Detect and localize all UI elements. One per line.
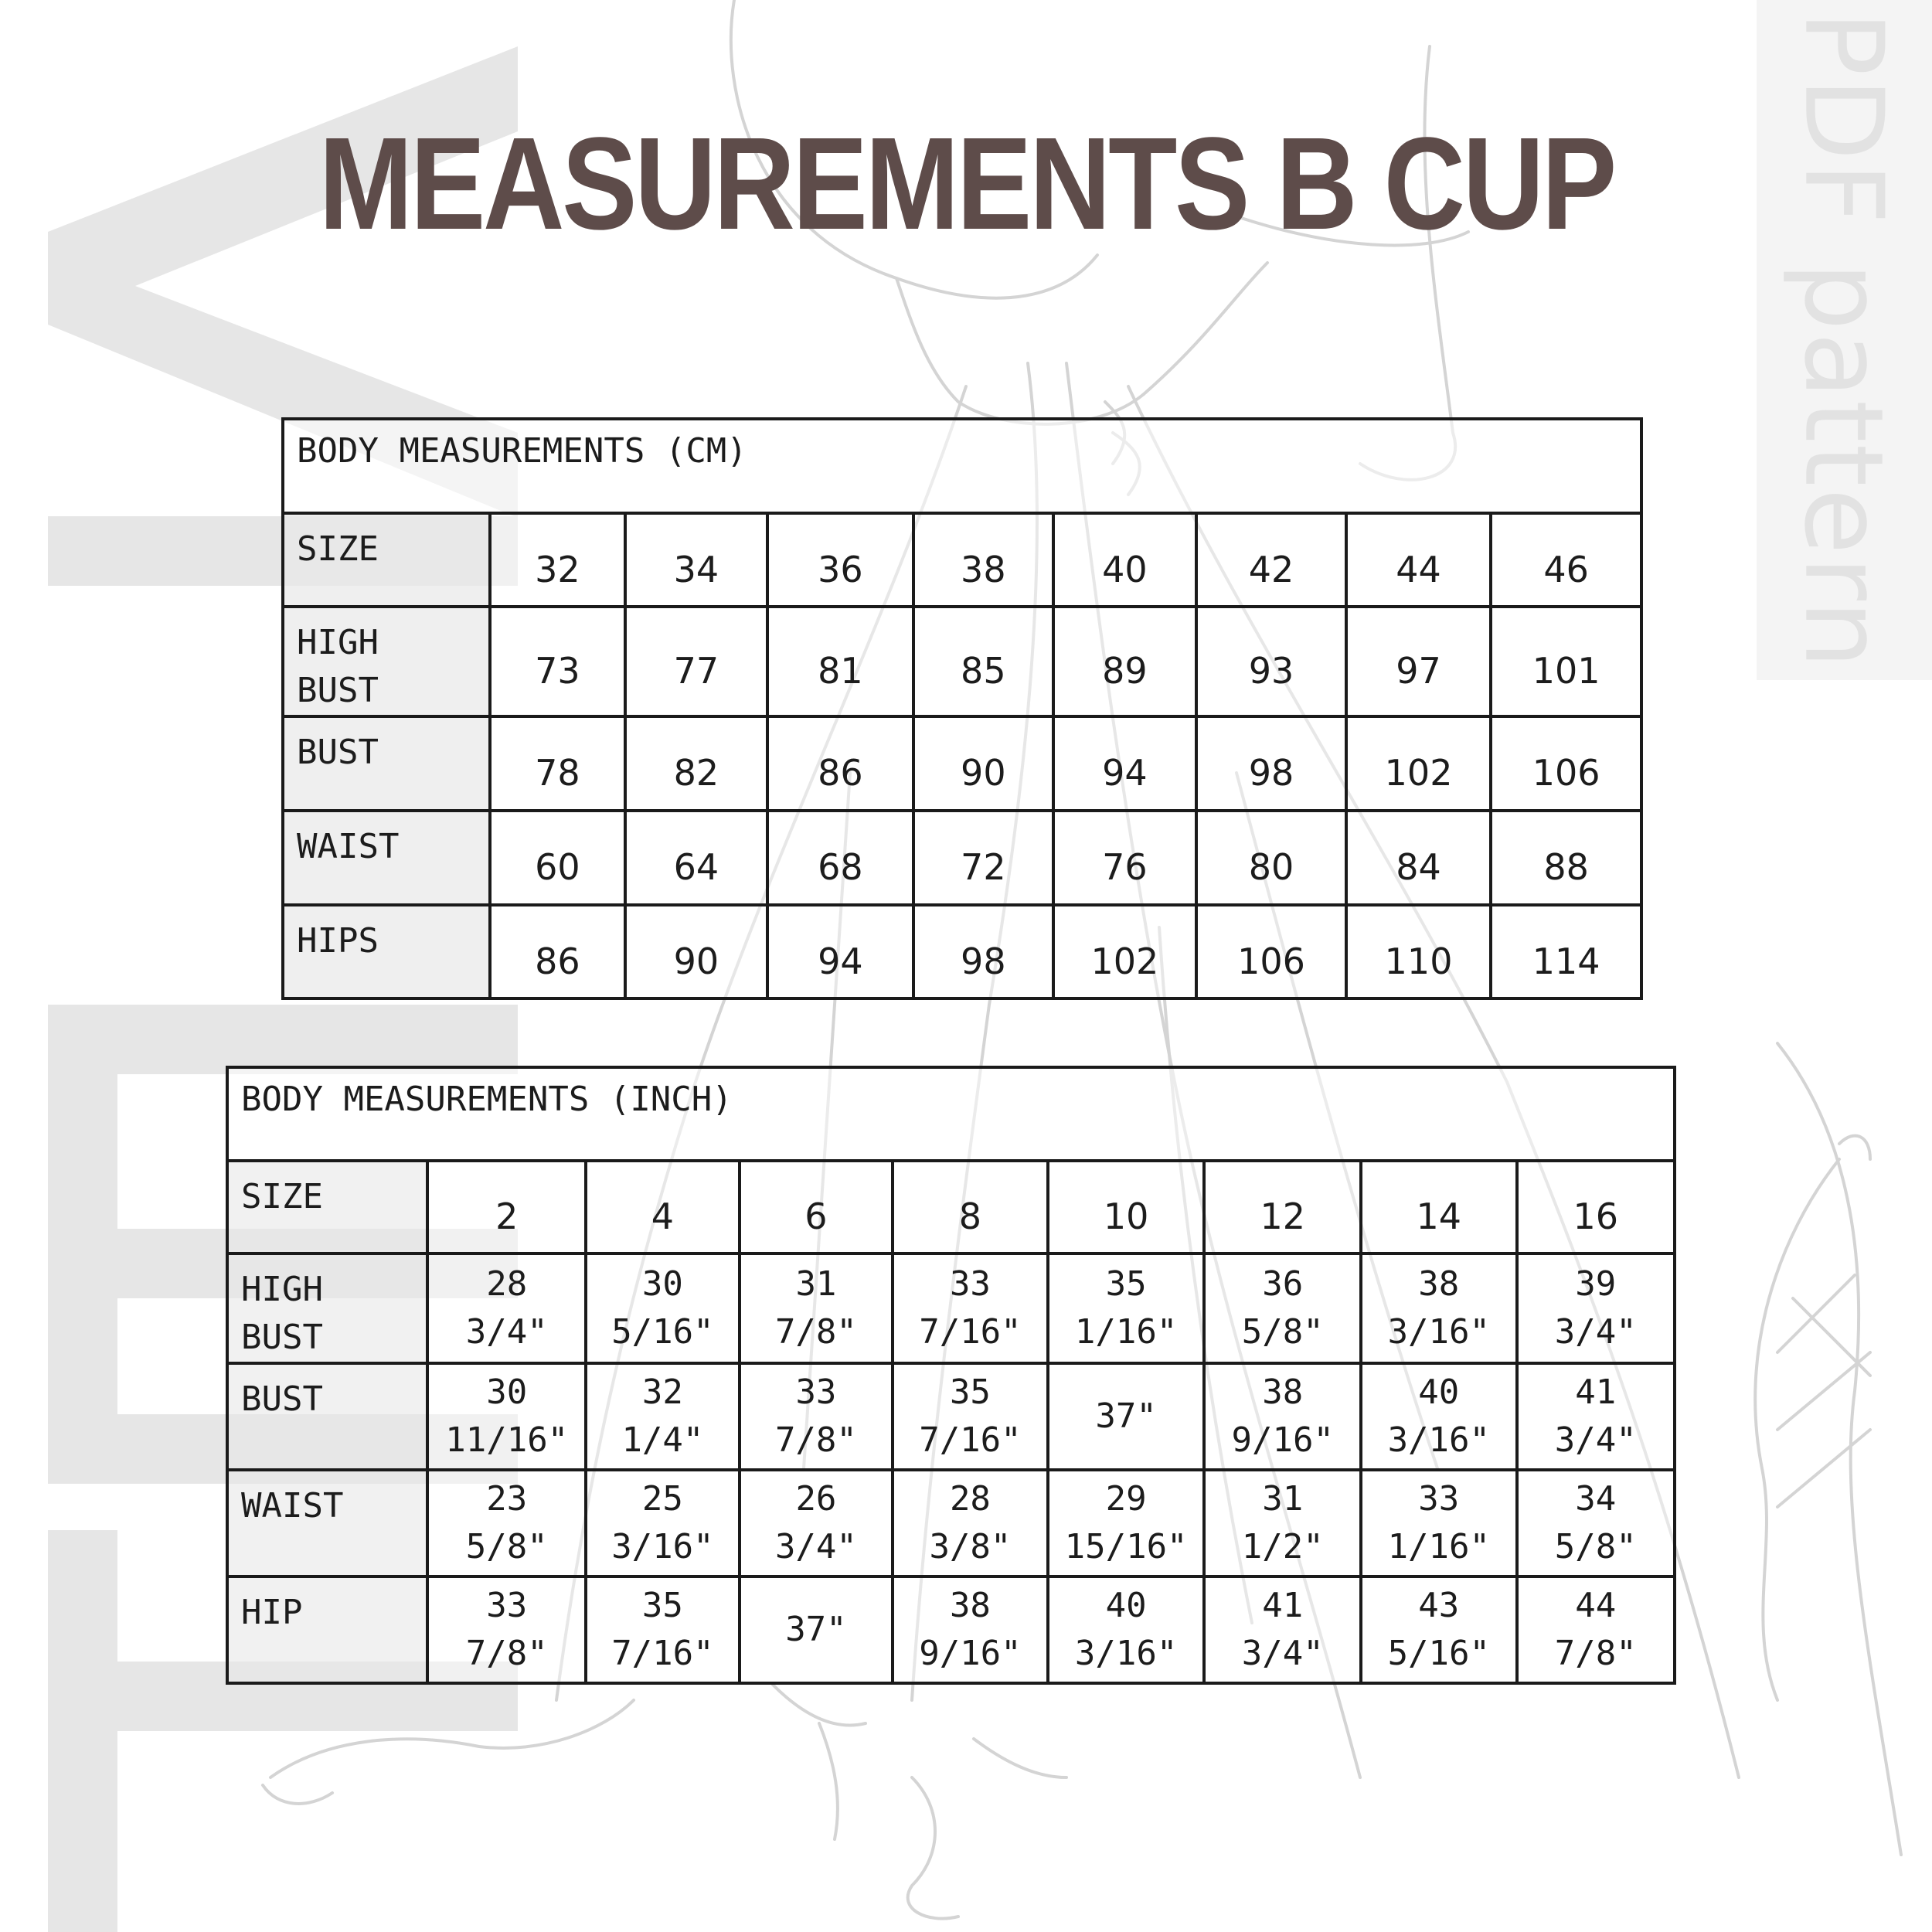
- cell-value: 33: [1418, 1479, 1460, 1519]
- cell-value: 114: [1532, 940, 1600, 982]
- cell-value: 35: [949, 1372, 991, 1412]
- cell-value: 35: [641, 1586, 683, 1625]
- measurement-cell: [427, 1253, 586, 1363]
- measurement-cell: [427, 1363, 586, 1470]
- cell-value: 82: [673, 752, 719, 794]
- measurement-cell: [740, 1363, 893, 1470]
- row-label: [283, 811, 490, 905]
- measurement-cell: [913, 811, 1053, 905]
- cell-value: 98: [1248, 752, 1294, 794]
- cell-value: 33: [795, 1372, 837, 1412]
- row-label-line: BUST: [241, 1318, 323, 1357]
- cell-value: 34: [1575, 1479, 1617, 1519]
- measurement-cell: [1491, 607, 1641, 716]
- cell-value: 90: [673, 940, 719, 982]
- size-cell: [1196, 513, 1346, 607]
- cell-value: 7/16": [919, 1420, 1022, 1460]
- measurement-cell: [586, 1470, 740, 1577]
- measurement-cell: [1491, 811, 1641, 905]
- cell-value: 28: [949, 1479, 991, 1519]
- cell-value: 64: [673, 846, 719, 888]
- cell-value: 29: [1105, 1479, 1147, 1519]
- row-label-line: HIGH: [241, 1270, 323, 1309]
- measurement-cell: [1048, 1470, 1205, 1577]
- size-cell: [1048, 1161, 1205, 1253]
- row-label-line: BUST: [297, 733, 379, 772]
- measurement-cell: [1361, 1253, 1517, 1363]
- cell-value: 38: [1418, 1264, 1460, 1304]
- measurement-cell: [490, 607, 626, 716]
- row-label: [283, 513, 490, 607]
- measurement-cell: [490, 811, 626, 905]
- measurement-cell: [586, 1577, 740, 1683]
- cell-value: 93: [1248, 650, 1294, 692]
- cell-value: 72: [961, 846, 1006, 888]
- measurement-cell: [1053, 716, 1197, 811]
- cell-value: 34: [673, 548, 719, 590]
- table-row: [227, 1577, 1675, 1683]
- cell-value: 12: [1260, 1196, 1305, 1237]
- cell-value: 43: [1418, 1586, 1460, 1625]
- measurement-cell: [1346, 716, 1492, 811]
- size-cell: [586, 1161, 740, 1253]
- cell-value: 3/4": [1554, 1312, 1637, 1352]
- measurement-cell: [1346, 905, 1492, 998]
- row-label-line: SIZE: [297, 529, 379, 569]
- size-cell: [1204, 1161, 1361, 1253]
- cell-value: 44: [1396, 548, 1441, 590]
- cell-value: 44: [1575, 1586, 1617, 1625]
- cell-value: 90: [961, 752, 1006, 794]
- cell-value: 2: [495, 1196, 519, 1237]
- measurement-cell: [1204, 1253, 1361, 1363]
- row-label-line: SIZE: [241, 1177, 323, 1216]
- table-row: [227, 1253, 1675, 1363]
- measurement-cell: [893, 1363, 1048, 1470]
- cell-value: 7/8": [774, 1312, 857, 1352]
- size-cell: [740, 1161, 893, 1253]
- cell-value: 30: [641, 1264, 683, 1304]
- cell-value: 1/16": [1074, 1312, 1178, 1352]
- measurement-cell: [913, 607, 1053, 716]
- cell-value: 39: [1575, 1264, 1617, 1304]
- cell-value: 102: [1384, 752, 1453, 794]
- cell-value: 38: [961, 548, 1006, 590]
- cell-value: 5/16": [611, 1312, 714, 1352]
- cell-value: 37": [785, 1610, 847, 1649]
- table-caption: BODY MEASUREMENTS (CM): [283, 419, 1641, 513]
- row-label: [227, 1363, 427, 1470]
- measurement-cell: [1204, 1577, 1361, 1683]
- size-cell: [893, 1161, 1048, 1253]
- cell-value: 10: [1103, 1196, 1149, 1237]
- measurement-cell: [625, 607, 767, 716]
- cell-value: 7/16": [919, 1312, 1022, 1352]
- measurement-cell: [1361, 1577, 1517, 1683]
- measurement-cell: [625, 811, 767, 905]
- cell-value: 7/16": [611, 1634, 714, 1673]
- cell-value: 38: [949, 1586, 991, 1625]
- size-cell: [490, 513, 626, 607]
- cell-value: 28: [486, 1264, 528, 1304]
- measurement-cell: [427, 1577, 586, 1683]
- cell-value: 3/16": [1387, 1312, 1491, 1352]
- cell-value: 31: [1262, 1479, 1304, 1519]
- measurement-cell: [1361, 1470, 1517, 1577]
- cell-value: 101: [1532, 650, 1600, 692]
- cell-value: 97: [1396, 650, 1441, 692]
- measurement-cell: [1517, 1470, 1675, 1577]
- cell-value: 41: [1575, 1372, 1617, 1412]
- row-label-line: WAIST: [297, 827, 400, 866]
- measurement-cell: [490, 716, 626, 811]
- size-cell: [1053, 513, 1197, 607]
- cell-value: 76: [1102, 846, 1148, 888]
- inch-measurements-table: [226, 1066, 1676, 1685]
- table-row: [283, 716, 1641, 811]
- measurement-cell: [913, 716, 1053, 811]
- cell-value: 78: [535, 752, 580, 794]
- cell-value: 35: [1105, 1264, 1147, 1304]
- table-row: [283, 905, 1641, 998]
- measurement-cell: [1204, 1470, 1361, 1577]
- measurement-cell: [490, 905, 626, 998]
- cell-value: 32: [535, 548, 580, 590]
- size-cell: [625, 513, 767, 607]
- cell-value: 3/16": [611, 1527, 714, 1566]
- cell-value: 86: [535, 940, 580, 982]
- measurement-cell: [1048, 1253, 1205, 1363]
- measurement-cell: [893, 1470, 1048, 1577]
- cell-value: 3/4": [774, 1527, 857, 1566]
- cell-value: 5/16": [1387, 1634, 1491, 1673]
- row-label-line: HIPS: [297, 921, 379, 961]
- cell-value: 81: [818, 650, 863, 692]
- measurement-cell: [1053, 607, 1197, 716]
- measurement-cell: [1204, 1363, 1361, 1470]
- row-label-line: BUST: [297, 671, 379, 710]
- row-label-line: BUST: [241, 1379, 323, 1419]
- cell-value: 14: [1416, 1196, 1462, 1237]
- pdf-pattern-label: PDF pattern: [1780, 10, 1906, 670]
- cell-value: 86: [818, 752, 863, 794]
- cell-value: 40: [1418, 1372, 1460, 1412]
- measurement-cell: [1361, 1363, 1517, 1470]
- cell-value: 5/8": [465, 1527, 548, 1566]
- cm-measurements-table: [281, 417, 1643, 1000]
- measurement-cell: [740, 1470, 893, 1577]
- size-cell: [1491, 513, 1641, 607]
- cell-value: 38: [1262, 1372, 1304, 1412]
- cell-value: 15/16": [1064, 1527, 1188, 1566]
- cell-value: 3/4": [465, 1312, 548, 1352]
- measurement-cell: [1048, 1577, 1205, 1683]
- row-label: [283, 607, 490, 716]
- measurement-cell: [893, 1253, 1048, 1363]
- measurement-cell: [767, 811, 913, 905]
- measurement-cell: [625, 716, 767, 811]
- table-row: [283, 811, 1641, 905]
- cell-value: 89: [1102, 650, 1148, 692]
- cell-value: 11/16": [445, 1420, 569, 1460]
- size-cell: [767, 513, 913, 607]
- measurement-cell: [740, 1577, 893, 1683]
- measurement-cell: [586, 1253, 740, 1363]
- row-label-line: WAIST: [241, 1486, 344, 1526]
- table-row: [227, 1470, 1675, 1577]
- table-row: [283, 607, 1641, 716]
- cell-value: 88: [1543, 846, 1589, 888]
- measurement-cell: [1048, 1363, 1205, 1470]
- measurement-cell: [1053, 811, 1197, 905]
- measurement-cell: [1346, 811, 1492, 905]
- measurement-cell: [1346, 607, 1492, 716]
- measurement-cell: [625, 905, 767, 998]
- cell-value: 3/8": [929, 1527, 1012, 1566]
- cell-value: 26: [795, 1479, 837, 1519]
- measurement-cell: [767, 607, 913, 716]
- row-label-line: HIP: [241, 1593, 303, 1632]
- row-label: [227, 1253, 427, 1363]
- size-cell: [913, 513, 1053, 607]
- cell-value: 36: [818, 548, 863, 590]
- measurement-cell: [1053, 905, 1197, 998]
- cell-value: 3/4": [1241, 1634, 1324, 1673]
- size-cell: [427, 1161, 586, 1253]
- cell-value: 102: [1090, 940, 1159, 982]
- cell-value: 40: [1102, 548, 1148, 590]
- measurement-cell: [767, 716, 913, 811]
- cell-value: 3/4": [1554, 1420, 1637, 1460]
- cell-value: 94: [1102, 752, 1148, 794]
- cell-value: 23: [486, 1479, 528, 1519]
- cell-value: 32: [641, 1372, 683, 1412]
- cell-value: 85: [961, 650, 1006, 692]
- cell-value: 6: [804, 1196, 828, 1237]
- row-label: [227, 1470, 427, 1577]
- row-label: [227, 1161, 427, 1253]
- row-label: [283, 905, 490, 998]
- cell-value: 41: [1262, 1586, 1304, 1625]
- cell-value: 9/16": [1231, 1420, 1334, 1460]
- row-label: [227, 1577, 427, 1683]
- cell-value: 42: [1248, 548, 1294, 590]
- cell-value: 73: [535, 650, 580, 692]
- measurement-cell: [427, 1470, 586, 1577]
- page-title: MEASUREMENTS B CUP: [318, 111, 1614, 257]
- cell-value: 7/8": [465, 1634, 548, 1673]
- cell-value: 33: [949, 1264, 991, 1304]
- measurement-cell: [586, 1363, 740, 1470]
- cell-value: 98: [961, 940, 1006, 982]
- cell-value: 106: [1532, 752, 1600, 794]
- cell-value: 3/16": [1387, 1420, 1491, 1460]
- measurement-cell: [740, 1253, 893, 1363]
- cell-value: 3/16": [1074, 1634, 1178, 1673]
- measurement-cell: [913, 905, 1053, 998]
- measurement-cell: [1196, 811, 1346, 905]
- cell-value: 106: [1237, 940, 1305, 982]
- cell-value: 68: [818, 846, 863, 888]
- measurement-cell: [1196, 716, 1346, 811]
- cell-value: 1/2": [1241, 1527, 1324, 1566]
- cell-value: 40: [1105, 1586, 1147, 1625]
- cell-value: 46: [1543, 548, 1589, 590]
- measurement-cell: [1517, 1363, 1675, 1470]
- row-label-line: HIGH: [297, 623, 379, 662]
- cell-value: 25: [641, 1479, 683, 1519]
- cell-value: 8: [958, 1196, 982, 1237]
- cell-value: 77: [673, 650, 719, 692]
- cell-value: 60: [535, 846, 580, 888]
- cell-value: 4: [651, 1196, 675, 1237]
- measurement-cell: [893, 1577, 1048, 1683]
- row-label: [283, 716, 490, 811]
- cell-value: 31: [795, 1264, 837, 1304]
- cell-value: 7/8": [1554, 1634, 1637, 1673]
- measurement-cell: [1517, 1253, 1675, 1363]
- measurement-cell: [1491, 716, 1641, 811]
- cell-value: 80: [1248, 846, 1294, 888]
- cell-value: 1/16": [1387, 1527, 1491, 1566]
- size-cell: [1361, 1161, 1517, 1253]
- cell-value: 7/8": [774, 1420, 857, 1460]
- cell-value: 37": [1095, 1396, 1157, 1436]
- table-row: [227, 1161, 1675, 1253]
- cell-value: 5/8": [1241, 1312, 1324, 1352]
- cell-value: 33: [486, 1586, 528, 1625]
- table-caption: BODY MEASUREMENTS (INCH): [227, 1067, 1675, 1161]
- measurement-cell: [1196, 905, 1346, 998]
- measurement-cell: [1196, 607, 1346, 716]
- size-cell: [1346, 513, 1492, 607]
- cell-value: 84: [1396, 846, 1441, 888]
- cell-value: 36: [1262, 1264, 1304, 1304]
- cell-value: 5/8": [1554, 1527, 1637, 1566]
- cell-value: 1/4": [621, 1420, 704, 1460]
- cell-value: 9/16": [919, 1634, 1022, 1673]
- cell-value: 16: [1573, 1196, 1619, 1237]
- table-row: [227, 1363, 1675, 1470]
- measurement-cell: [1517, 1577, 1675, 1683]
- size-cell: [1517, 1161, 1675, 1253]
- measurement-cell: [1491, 905, 1641, 998]
- cell-value: 94: [818, 940, 863, 982]
- table-row: [283, 513, 1641, 607]
- cell-value: 30: [486, 1372, 528, 1412]
- cell-value: 110: [1384, 940, 1453, 982]
- measurement-cell: [767, 905, 913, 998]
